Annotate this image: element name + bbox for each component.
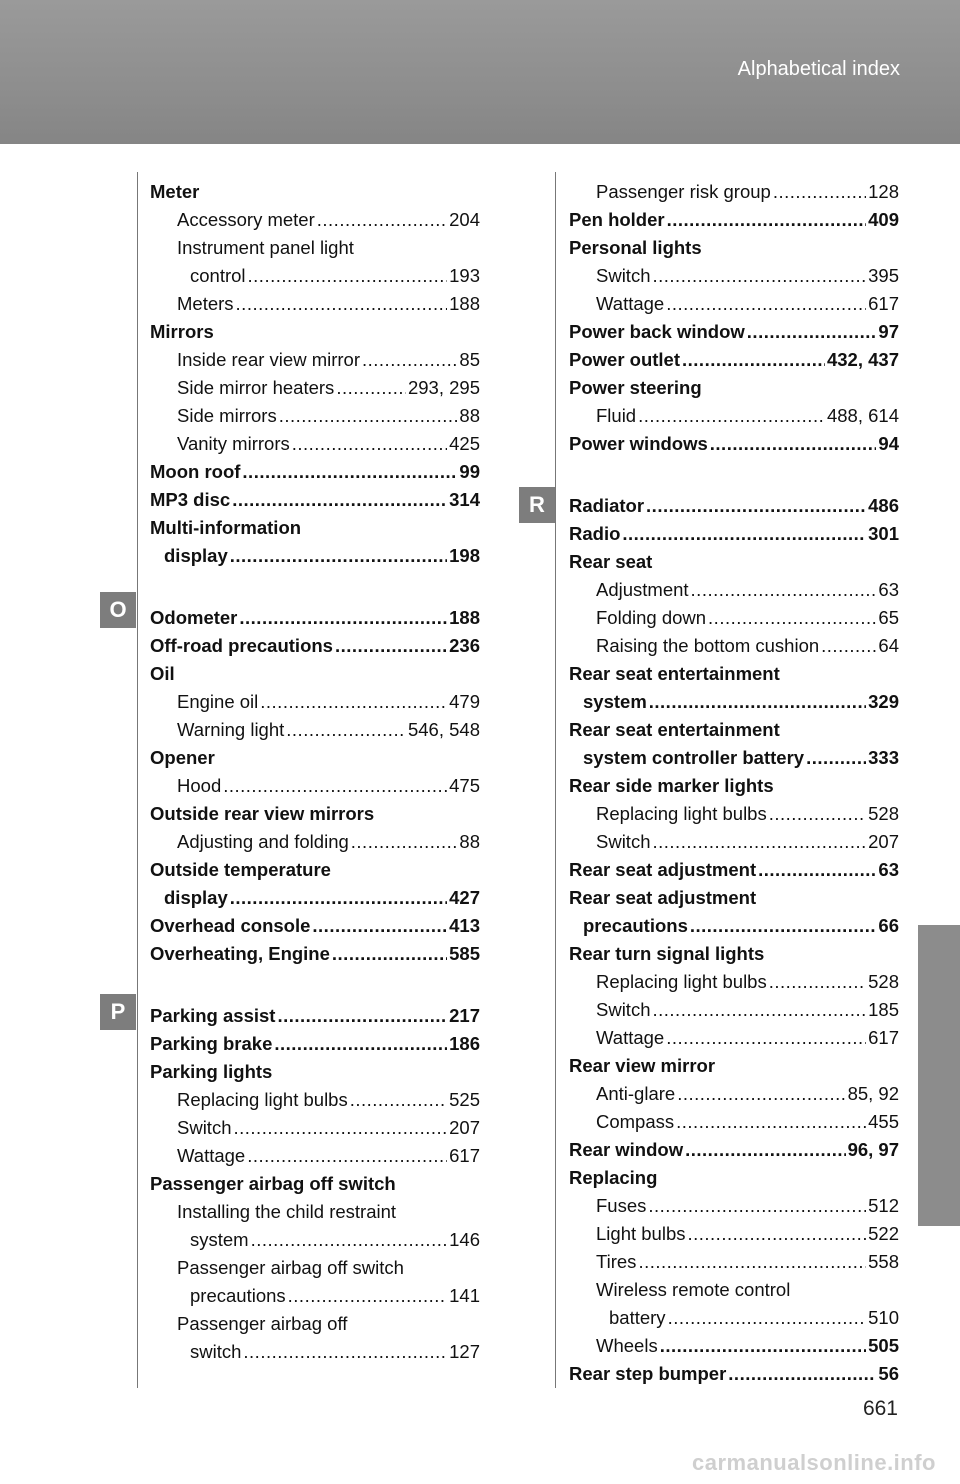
- index-entry-page: 558: [868, 1251, 899, 1272]
- index-entry-text: Power windows: [569, 433, 708, 454]
- index-entry: [150, 800, 480, 828]
- index-entry-page: 395: [868, 265, 899, 286]
- index-entry-text: system: [190, 1229, 249, 1250]
- index-entry: [150, 290, 480, 318]
- index-entry-page: 617: [868, 1027, 899, 1048]
- index-entry: [569, 688, 899, 716]
- dot-leader: [653, 996, 867, 1024]
- index-entry: [569, 1276, 899, 1304]
- index-entry: [569, 1220, 899, 1248]
- index-entry-page: 329: [868, 691, 899, 712]
- dot-leader: [660, 1332, 866, 1360]
- index-entry-page: 525: [449, 1089, 480, 1110]
- index-entry: [569, 1192, 899, 1220]
- index-entry: [150, 1338, 480, 1366]
- index-entry-page: 85, 92: [847, 1083, 899, 1104]
- dot-leader: [232, 486, 447, 514]
- dot-leader: [350, 1086, 447, 1114]
- index-entry-page: 314: [449, 489, 480, 510]
- index-entry-page: 217: [449, 1005, 480, 1026]
- index-entry: [150, 1142, 480, 1170]
- index-entry-text: Pen holder: [569, 209, 665, 230]
- index-entry-text: Meters: [177, 293, 234, 314]
- index-entry-text: Instrument panel light: [177, 237, 354, 258]
- index-entry: [569, 402, 899, 430]
- index-entry-text: Switch: [177, 1117, 232, 1138]
- index-entry-page: 528: [868, 803, 899, 824]
- dot-leader: [687, 1220, 866, 1248]
- dot-leader: [622, 520, 866, 548]
- dot-leader: [260, 688, 447, 716]
- index-entry-text: Rear side marker lights: [569, 775, 774, 796]
- index-entry: [150, 604, 480, 632]
- index-entry: [150, 486, 480, 514]
- index-entry-page: 128: [868, 181, 899, 202]
- index-entry-text: Passenger airbag off switch: [150, 1173, 396, 1194]
- index-entry-text: Multi-information: [150, 517, 302, 538]
- index-entry-text: Adjusting and folding: [177, 831, 349, 852]
- index-entry-page: 185: [868, 999, 899, 1020]
- index-entry-page: 66: [878, 915, 899, 936]
- index-entry: [569, 632, 899, 660]
- index-entry-page: 65: [878, 607, 899, 628]
- dot-leader: [247, 1142, 447, 1170]
- index-entry-text: Mirrors: [150, 321, 214, 342]
- index-entry-page: 99: [459, 461, 480, 482]
- index-entry-text: Wireless remote control: [596, 1279, 791, 1300]
- index-entry: [150, 430, 480, 458]
- dot-leader: [769, 800, 866, 828]
- index-entry: [569, 548, 899, 576]
- index-entry-text: Rear seat adjustment: [569, 887, 757, 908]
- dot-leader: [668, 1304, 867, 1332]
- dot-leader: [292, 430, 447, 458]
- dot-leader: [230, 884, 447, 912]
- dot-leader: [230, 542, 447, 570]
- index-entry-text: Parking lights: [150, 1061, 273, 1082]
- dot-leader: [277, 1002, 447, 1030]
- index-entry-text: Off-road precautions: [150, 635, 333, 656]
- index-entry: [569, 800, 899, 828]
- index-entry: [150, 772, 480, 800]
- index-entry: [569, 262, 899, 290]
- index-entry-page: 198: [449, 545, 480, 566]
- index-entry-text: Power outlet: [569, 349, 681, 370]
- index-entry-page: 455: [868, 1111, 899, 1132]
- index-entry: [150, 632, 480, 660]
- dot-leader: [288, 1282, 447, 1310]
- index-entry-text: Compass: [596, 1111, 675, 1132]
- index-entry-page: 488, 614: [826, 405, 899, 426]
- index-entry: [569, 318, 899, 346]
- dot-leader: [677, 1080, 845, 1108]
- index-entry: [569, 968, 899, 996]
- dot-leader: [286, 716, 406, 744]
- index-entry: [150, 178, 480, 206]
- index-entry-text: Outside temperature: [150, 859, 331, 880]
- index-entry: [569, 716, 899, 744]
- index-entry: [150, 542, 480, 570]
- index-entry: [569, 912, 899, 940]
- index-entry-text: Switch: [596, 831, 651, 852]
- dot-leader: [638, 402, 825, 430]
- index-entry: [569, 178, 899, 206]
- index-entry-text: Engine oil: [177, 691, 259, 712]
- dot-leader: [648, 1192, 866, 1220]
- index-entry-page: 301: [868, 523, 899, 544]
- index-entry-page: 486: [868, 495, 899, 516]
- index-entry-text: Odometer: [150, 607, 238, 628]
- index-entry: [150, 346, 480, 374]
- dot-leader: [239, 604, 447, 632]
- index-entry-page: 479: [449, 691, 480, 712]
- dot-leader: [317, 206, 447, 234]
- watermark: carmanualsonline.info: [692, 1450, 936, 1475]
- index-entry-text: system controller battery: [583, 747, 805, 768]
- index-entry-page: 193: [449, 265, 480, 286]
- index-entry-text: display: [164, 887, 228, 908]
- index-entry-text: Wattage: [596, 293, 665, 314]
- index-entry-text: Opener: [150, 747, 215, 768]
- index-entry-text: Passenger airbag off: [177, 1313, 348, 1334]
- index-entry: [150, 828, 480, 856]
- index-entry-page: 413: [449, 915, 480, 936]
- index-entry-text: Vanity mirrors: [177, 433, 290, 454]
- index-entry: [150, 884, 480, 912]
- dot-leader: [773, 178, 866, 206]
- index-entry-page: 505: [868, 1335, 899, 1356]
- index-entry-text: Rear seat adjustment: [569, 859, 757, 880]
- index-entry: [150, 458, 480, 486]
- index-entry-page: 94: [878, 433, 899, 454]
- index-entry-text: Overhead console: [150, 915, 311, 936]
- index-entry-page: 85: [459, 349, 480, 370]
- dot-leader: [332, 940, 447, 968]
- index-entry: [150, 1002, 480, 1030]
- index-entry-page: 63: [878, 859, 899, 880]
- index-entry: [150, 1086, 480, 1114]
- dot-leader: [676, 1108, 866, 1136]
- index-entry: [150, 940, 480, 968]
- index-entry: [150, 318, 480, 346]
- index-entry: [569, 374, 899, 402]
- index-entry: [569, 744, 899, 772]
- index-entry: [569, 1304, 899, 1332]
- index-entry-page: 63: [878, 579, 899, 600]
- index-entry-page: 96, 97: [847, 1139, 899, 1160]
- index-entry-page: 528: [868, 971, 899, 992]
- dot-leader: [666, 290, 866, 318]
- index-entry: [569, 828, 899, 856]
- index-entry: [569, 856, 899, 884]
- index-entry: [150, 234, 480, 262]
- index-entry: [150, 374, 480, 402]
- index-entry-text: precautions: [583, 915, 688, 936]
- index-entry: [150, 716, 480, 744]
- index-entry: [150, 688, 480, 716]
- index-entry: [569, 1248, 899, 1276]
- index-entry-text: Installing the child restraint: [177, 1201, 397, 1222]
- index-entry-page: 617: [449, 1145, 480, 1166]
- index-entry-text: Rear window: [569, 1139, 684, 1160]
- index-entry-page: 236: [449, 635, 480, 656]
- dot-leader: [649, 688, 866, 716]
- index-entry: [150, 1310, 480, 1338]
- index-entry-text: Fuses: [596, 1195, 647, 1216]
- index-entry: [569, 346, 899, 374]
- index-entry-text: Side mirror heaters: [177, 377, 335, 398]
- index-entry-text: Rear turn signal lights: [569, 943, 765, 964]
- index-entry-text: battery: [609, 1307, 666, 1328]
- index-entry-text: switch: [190, 1341, 242, 1362]
- index-entry-text: Parking assist: [150, 1005, 276, 1026]
- index-entry-text: Wattage: [177, 1145, 246, 1166]
- index-entry-text: control: [190, 265, 246, 286]
- index-entry-page: 186: [449, 1033, 480, 1054]
- index-entry-page: 475: [449, 775, 480, 796]
- index-entry-text: Wattage: [596, 1027, 665, 1048]
- dot-leader: [362, 346, 457, 374]
- index-entry-text: Radio: [569, 523, 621, 544]
- index-entry: [150, 1114, 480, 1142]
- index-entry-text: Replacing light bulbs: [177, 1089, 348, 1110]
- index-entry-text: Switch: [596, 999, 651, 1020]
- index-entry: [150, 1030, 480, 1058]
- index-entry-page: 512: [868, 1195, 899, 1216]
- dot-leader: [236, 290, 448, 318]
- index-entry-text: Outside rear view mirrors: [150, 803, 375, 824]
- section-gap: [150, 968, 480, 1002]
- index-entry-text: Rear seat entertainment: [569, 719, 780, 740]
- index-entry-text: Accessory meter: [177, 209, 315, 230]
- index-entry: [150, 206, 480, 234]
- index-entry-text: Parking brake: [150, 1033, 273, 1054]
- index-entry: [569, 520, 899, 548]
- section-gap: [150, 570, 480, 604]
- index-entry: [150, 744, 480, 772]
- index-entry-text: Raising the bottom cushion: [596, 635, 820, 656]
- page-header: [0, 0, 960, 144]
- dot-leader: [251, 1226, 448, 1254]
- dot-leader: [351, 828, 458, 856]
- index-entry-page: 427: [449, 887, 480, 908]
- index-entry-page: 88: [459, 405, 480, 426]
- index-entry: [569, 940, 899, 968]
- index-entry: [150, 660, 480, 688]
- index-entry: [150, 514, 480, 542]
- dot-leader: [758, 856, 876, 884]
- dot-leader: [234, 1114, 448, 1142]
- index-entry: [569, 1136, 899, 1164]
- page-number: 661: [862, 1397, 898, 1420]
- index-entry: [569, 234, 899, 262]
- index-entry-page: 510: [868, 1307, 899, 1328]
- dot-leader: [690, 912, 877, 940]
- index-entry-page: 425: [449, 433, 480, 454]
- index-entry-page: 207: [868, 831, 899, 852]
- dot-leader: [335, 632, 447, 660]
- dot-leader: [336, 374, 406, 402]
- dot-leader: [667, 206, 867, 234]
- index-entry-page: 64: [878, 635, 899, 656]
- dot-leader: [666, 1024, 866, 1052]
- index-entry: [569, 1024, 899, 1052]
- section-side-tab: [918, 925, 960, 1226]
- index-entry-page: 188: [449, 607, 480, 628]
- index-entry-page: 522: [868, 1223, 899, 1244]
- index-entry-text: Inside rear view mirror: [177, 349, 360, 370]
- index-entry: [569, 1360, 899, 1388]
- index-entry-page: 97: [878, 321, 899, 342]
- index-entry-text: Power steering: [569, 377, 702, 398]
- dot-leader: [821, 632, 876, 660]
- section-letter-p: P: [100, 994, 136, 1030]
- dot-leader: [242, 458, 457, 486]
- dot-leader: [653, 828, 867, 856]
- index-entry: [150, 1058, 480, 1086]
- index-entry-text: system: [583, 691, 647, 712]
- index-entry-text: Passenger airbag off switch: [177, 1257, 404, 1278]
- index-entry: [150, 262, 480, 290]
- dot-leader: [248, 262, 448, 290]
- index-entry-text: Rear step bumper: [569, 1363, 727, 1384]
- index-entry: [569, 1108, 899, 1136]
- index-entry-text: Replacing: [569, 1167, 658, 1188]
- index-entry-page: 207: [449, 1117, 480, 1138]
- index-entry: [569, 884, 899, 912]
- index-entry-page: 204: [449, 209, 480, 230]
- index-entry: [150, 1254, 480, 1282]
- index-entry-text: display: [164, 545, 228, 566]
- index-entry: [569, 576, 899, 604]
- index-entry-page: 56: [878, 1363, 899, 1384]
- index-entry: [150, 1198, 480, 1226]
- index-entry-text: Wheels: [596, 1335, 658, 1356]
- dot-leader: [710, 430, 877, 458]
- index-entry-page: 617: [868, 293, 899, 314]
- dot-leader: [646, 492, 866, 520]
- index-entry: [569, 772, 899, 800]
- index-column-right: [569, 178, 899, 1388]
- index-entry-text: MP3 disc: [150, 489, 231, 510]
- index-entry: [150, 856, 480, 884]
- dot-leader: [274, 1030, 447, 1058]
- index-entry-page: 432, 437: [826, 349, 899, 370]
- dot-leader: [279, 402, 458, 430]
- index-entry-text: Replacing light bulbs: [596, 971, 767, 992]
- index-entry: [569, 1052, 899, 1080]
- dot-leader: [806, 744, 866, 772]
- index-entry: [569, 660, 899, 688]
- index-entry-text: Light bulbs: [596, 1223, 686, 1244]
- index-entry-text: Oil: [150, 663, 175, 684]
- index-entry-text: Warning light: [177, 719, 285, 740]
- index-entry-text: Fluid: [596, 405, 637, 426]
- index-entry-page: 409: [868, 209, 899, 230]
- index-entry: [569, 604, 899, 632]
- dot-leader: [769, 968, 866, 996]
- index-entry-text: Adjustment: [596, 579, 689, 600]
- section-letter-r: R: [519, 487, 555, 523]
- index-entry-page: 333: [868, 747, 899, 768]
- index-entry: [569, 492, 899, 520]
- index-entry-page: 88: [459, 831, 480, 852]
- index-entry-page: 146: [449, 1229, 480, 1250]
- index-entry-text: Radiator: [569, 495, 645, 516]
- index-entry: [569, 430, 899, 458]
- dot-leader: [728, 1360, 876, 1388]
- index-entry-text: Side mirrors: [177, 405, 277, 426]
- index-entry: [569, 1080, 899, 1108]
- index-entry: [569, 206, 899, 234]
- index-entry-text: Moon roof: [150, 461, 241, 482]
- index-entry-text: Overheating, Engine: [150, 943, 330, 964]
- dot-leader: [708, 604, 876, 632]
- dot-leader: [653, 262, 867, 290]
- dot-leader: [682, 346, 825, 374]
- index-entry: [150, 1170, 480, 1198]
- index-entry-page: 141: [449, 1285, 480, 1306]
- index-entry-page: 585: [449, 943, 480, 964]
- index-entry-page: 127: [449, 1341, 480, 1362]
- column-rule-right: [555, 172, 556, 1388]
- index-entry-page: 293, 295: [407, 377, 480, 398]
- index-entry: [569, 996, 899, 1024]
- index-entry-text: Switch: [596, 265, 651, 286]
- index-entry: [569, 1332, 899, 1360]
- index-entry-text: Meter: [150, 181, 200, 202]
- index-entry: [150, 1226, 480, 1254]
- dot-leader: [747, 318, 877, 346]
- index-entry-text: precautions: [190, 1285, 286, 1306]
- column-rule-left: [137, 172, 138, 1388]
- section-letter-o: O: [100, 592, 136, 628]
- index-entry-text: Rear seat entertainment: [569, 663, 780, 684]
- index-entry-text: Personal lights: [569, 237, 702, 258]
- index-entry: [150, 402, 480, 430]
- index-entry: [150, 912, 480, 940]
- index-entry-text: Replacing light bulbs: [596, 803, 767, 824]
- index-entry-text: Folding down: [596, 607, 707, 628]
- index-entry-page: 188: [449, 293, 480, 314]
- section-gap: [569, 458, 899, 492]
- index-entry: [569, 1164, 899, 1192]
- dot-leader: [223, 772, 447, 800]
- dot-leader: [685, 1136, 845, 1164]
- header-title: Alphabetical index: [737, 58, 900, 80]
- index-entry-text: Hood: [177, 775, 222, 796]
- dot-leader: [691, 576, 877, 604]
- index-entry-page: 546, 548: [407, 719, 480, 740]
- index-entry: [150, 1282, 480, 1310]
- index-entry: [569, 290, 899, 318]
- index-entry-text: Rear view mirror: [569, 1055, 716, 1076]
- index-entry-text: Power back window: [569, 321, 745, 342]
- dot-leader: [243, 1338, 447, 1366]
- index-entry-text: Passenger risk group: [596, 181, 771, 202]
- index-entry-text: Anti-glare: [596, 1083, 676, 1104]
- index-column-left: [150, 178, 480, 1366]
- index-entry-text: Rear seat: [569, 551, 653, 572]
- dot-leader: [312, 912, 447, 940]
- dot-leader: [638, 1248, 866, 1276]
- index-entry-text: Tires: [596, 1251, 637, 1272]
